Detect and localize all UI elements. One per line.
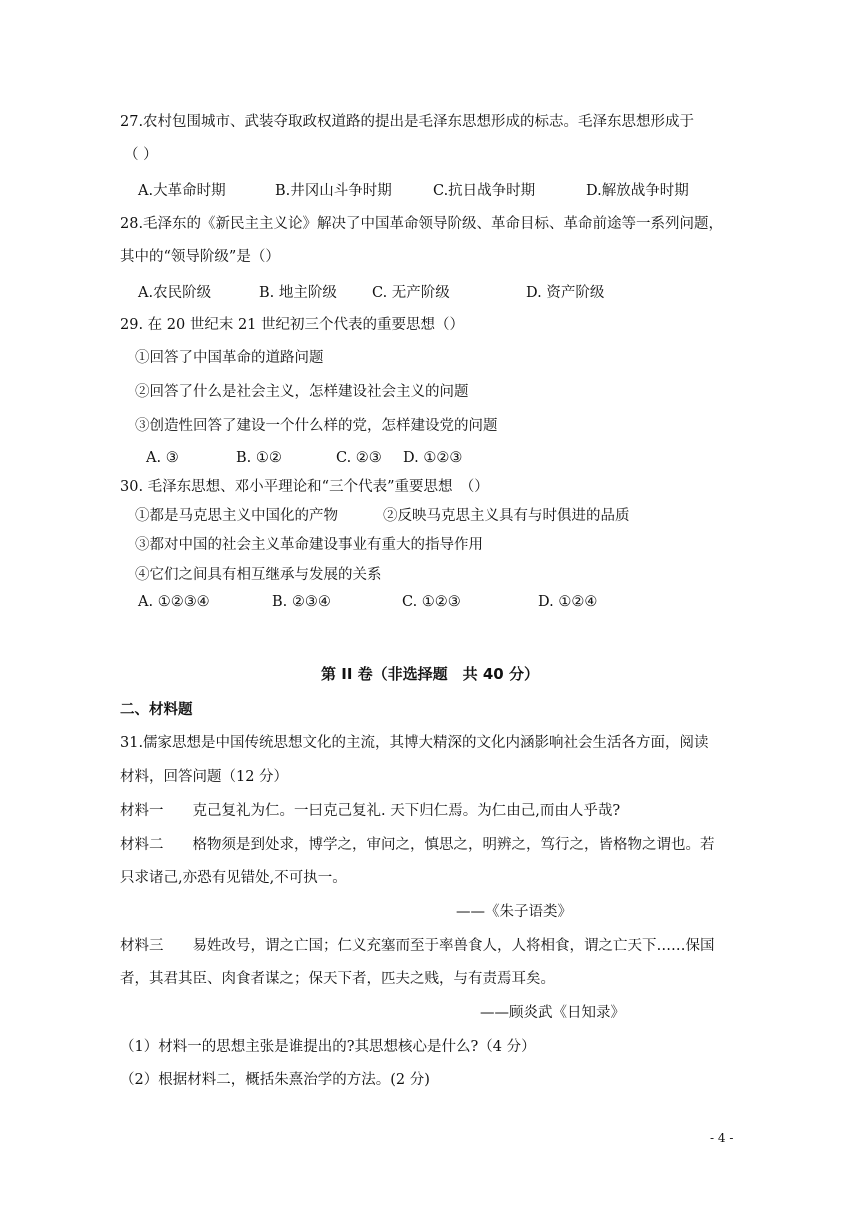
- q30-option-c: C. ①②③: [402, 594, 461, 610]
- q27-stem-line1: 27.农村包围城市、武装夺取政权道路的提出是毛泽东思想形成的标志。毛泽东思想形成于: [120, 114, 695, 130]
- material-1: 材料一 克己复礼为仁。一曰克己复礼. 天下归仁焉。为仁由己,而由人乎哉?: [120, 803, 621, 819]
- q30-option-a: A. ①②③④: [138, 594, 210, 610]
- q31-subquestion-2: （2）根据材料二，概括朱熹治学的方法。(2 分): [120, 1072, 430, 1088]
- q28-option-a: A.农民阶级: [138, 285, 212, 301]
- material-2-source: ——《朱子语类》: [456, 904, 572, 920]
- subsection-title: 二、材料题: [120, 702, 193, 718]
- q30-option-b: B. ②③④: [272, 594, 331, 610]
- q28-stem-line1: 28.毛泽东的《新民主主义论》解决了中国革命领导阶级、革命目标、革命前途等一系列问题，: [120, 216, 724, 232]
- q28-option-c: C. 无产阶级: [372, 285, 450, 301]
- q29-item-2: ②回答了什么是社会主义，怎样建设社会主义的问题: [135, 384, 469, 400]
- q29-stem: 29. 在 20 世纪末 21 世纪初三个代表的重要思想（）: [120, 317, 465, 333]
- material-3-line2: 者，其君其臣、肉食者谋之；保天下者，匹夫之贱，与有责焉耳矣。: [120, 971, 555, 987]
- q29-item-3: ③创造性回答了建设一个什么样的党，怎样建设党的问题: [135, 418, 498, 434]
- q31-stem-line1: 31.儒家思想是中国传统思想文化的主流，其博大精深的文化内涵影响社会生活各方面，阅读: [120, 735, 709, 751]
- q27-option-a: A.大革命时期: [138, 183, 226, 199]
- q28-stem-line2: 其中的“领导阶级”是（）: [120, 249, 280, 265]
- q28-option-b: B. 地主阶级: [259, 285, 337, 301]
- q30-item-2: ②反映马克思主义具有与时俱进的品质: [383, 508, 630, 524]
- q27-option-d: D.解放战争时期: [586, 183, 689, 199]
- q31-stem-line2: 材料，回答问题（12 分）: [120, 769, 289, 785]
- q30-item-3: ③都对中国的社会主义革命建设事业有重大的指导作用: [135, 537, 483, 553]
- q27-option-b: B.井冈山斗争时期: [275, 183, 392, 199]
- q27-option-c: C.抗日战争时期: [433, 183, 536, 199]
- page-number: - 4 -: [710, 1131, 734, 1145]
- q30-option-d: D. ①②④: [538, 594, 598, 610]
- q27-stem-line2: （ ）: [124, 147, 158, 163]
- material-2-line2: 只求诸己,亦恐有见错处,不可执一。: [120, 870, 347, 886]
- q30-item-1: ①都是马克思主义中国化的产物: [135, 508, 338, 524]
- q29-option-a: A. ③: [146, 450, 179, 466]
- section-title: 第 II 卷（非选择题 共 40 分）: [321, 665, 539, 683]
- q29-option-d: D. ①②③: [403, 450, 463, 466]
- material-3-source: ——顾炎武《日知录》: [480, 1005, 625, 1021]
- q30-item-4: ④它们之间具有相互继承与发展的关系: [135, 567, 382, 583]
- material-3-line1: 材料三 易姓改号，谓之亡国；仁义充塞而至于率兽食人，人将相食，谓之亡天下……保国: [120, 938, 715, 954]
- q29-option-c: C. ②③: [336, 450, 382, 466]
- q30-stem: 30. 毛泽东思想、邓小平理论和“三个代表”重要思想 （）: [120, 479, 489, 495]
- q29-option-b: B. ①②: [236, 450, 282, 466]
- q29-item-1: ①回答了中国革命的道路问题: [135, 350, 324, 366]
- q28-option-d: D. 资产阶级: [526, 285, 605, 301]
- q31-subquestion-1: （1）材料一的思想主张是谁提出的?其思想核心是什么?（4 分）: [120, 1039, 536, 1055]
- material-2-line1: 材料二 格物须是到处求，博学之，审问之，慎思之，明辨之，笃行之，皆格物之谓也。若: [120, 837, 715, 853]
